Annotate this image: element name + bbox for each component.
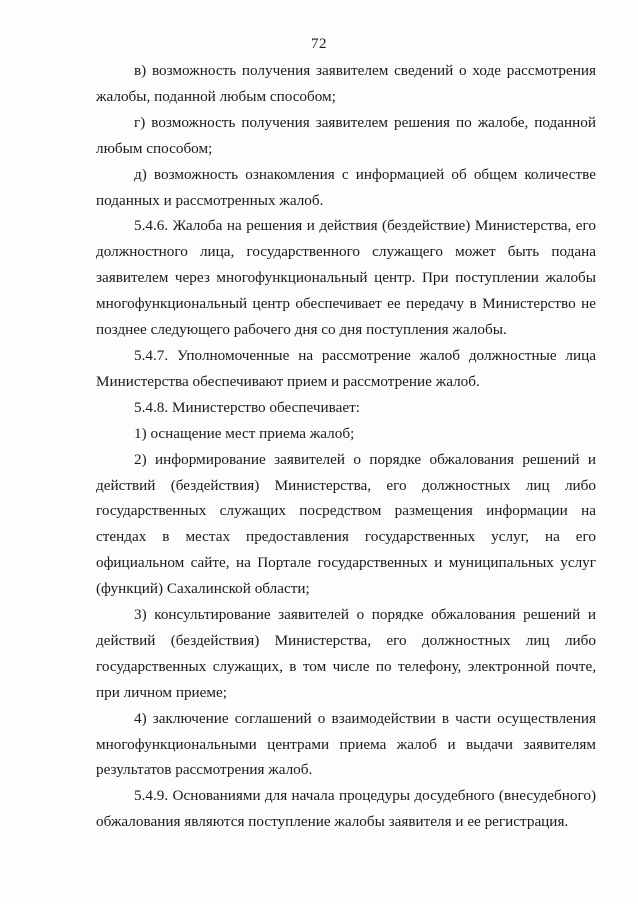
- list-item-4: 4) заключение соглашений о взаимодействии в части осуществления многофункциональными центрами приема жалоб и выдачи заявителям результатов рассмотрения жалоб.: [96, 709, 596, 779]
- paragraph-5-4-7: 5.4.7. Уполномоченные на рассмотрение жалоб должностные лица Министерства обеспечивают прием и рассмотрение жалоб.: [96, 346, 596, 390]
- paragraph-g: г) возможность получения заявителем решения по жалобе, поданной любым способом;: [96, 113, 596, 157]
- paragraph-d: д) возможность ознакомления с информацией об общем количестве поданных и рассмотренных жалоб.: [96, 165, 596, 209]
- document-body: [96, 58, 596, 835]
- list-item-3: 3) консультирование заявителей о порядке обжалования решений и действий (бездействия) Министерства, его должностных лиц либо государственных служащих, в том числе по телефону, электронной почте, при личном приеме;: [96, 606, 596, 701]
- paragraph-5-4-6: 5.4.6. Жалоба на решения и действия (бездействие) Министерства, его должностного лица, государственного служащего может быть подана заявителем через многофункциональный центр. При поступлении жалобы многофункциональный центр обеспечивает ее передачу в Министерство не позднее следующего рабочего дня со дня поступления жалобы.: [96, 217, 596, 339]
- list-item-1: 1) оснащение мест приема жалоб;: [134, 424, 355, 442]
- paragraph-5-4-9: 5.4.9. Основаниями для начала процедуры досудебного (внесудебного) обжалования являются поступление жалобы заявителя и ее регистрация.: [96, 787, 596, 831]
- list-item-2: 2) информирование заявителей о порядке обжалования решений и действий (бездействия) Министерства, его должностных лиц либо государственных служащих посредством размещения информации на стендах в местах предоставления государственных услуг, на его официальном сайте, на Портале государственных и муниципальных услуг (функций) Сахалинской области;: [96, 450, 596, 598]
- paragraph-5-4-8: 5.4.8. Министерство обеспечивает:: [134, 398, 360, 416]
- paragraph-v: в) возможность получения заявителем сведений о ходе рассмотрения жалобы, поданной любым способом;: [96, 62, 596, 105]
- page-number: 72: [311, 36, 327, 52]
